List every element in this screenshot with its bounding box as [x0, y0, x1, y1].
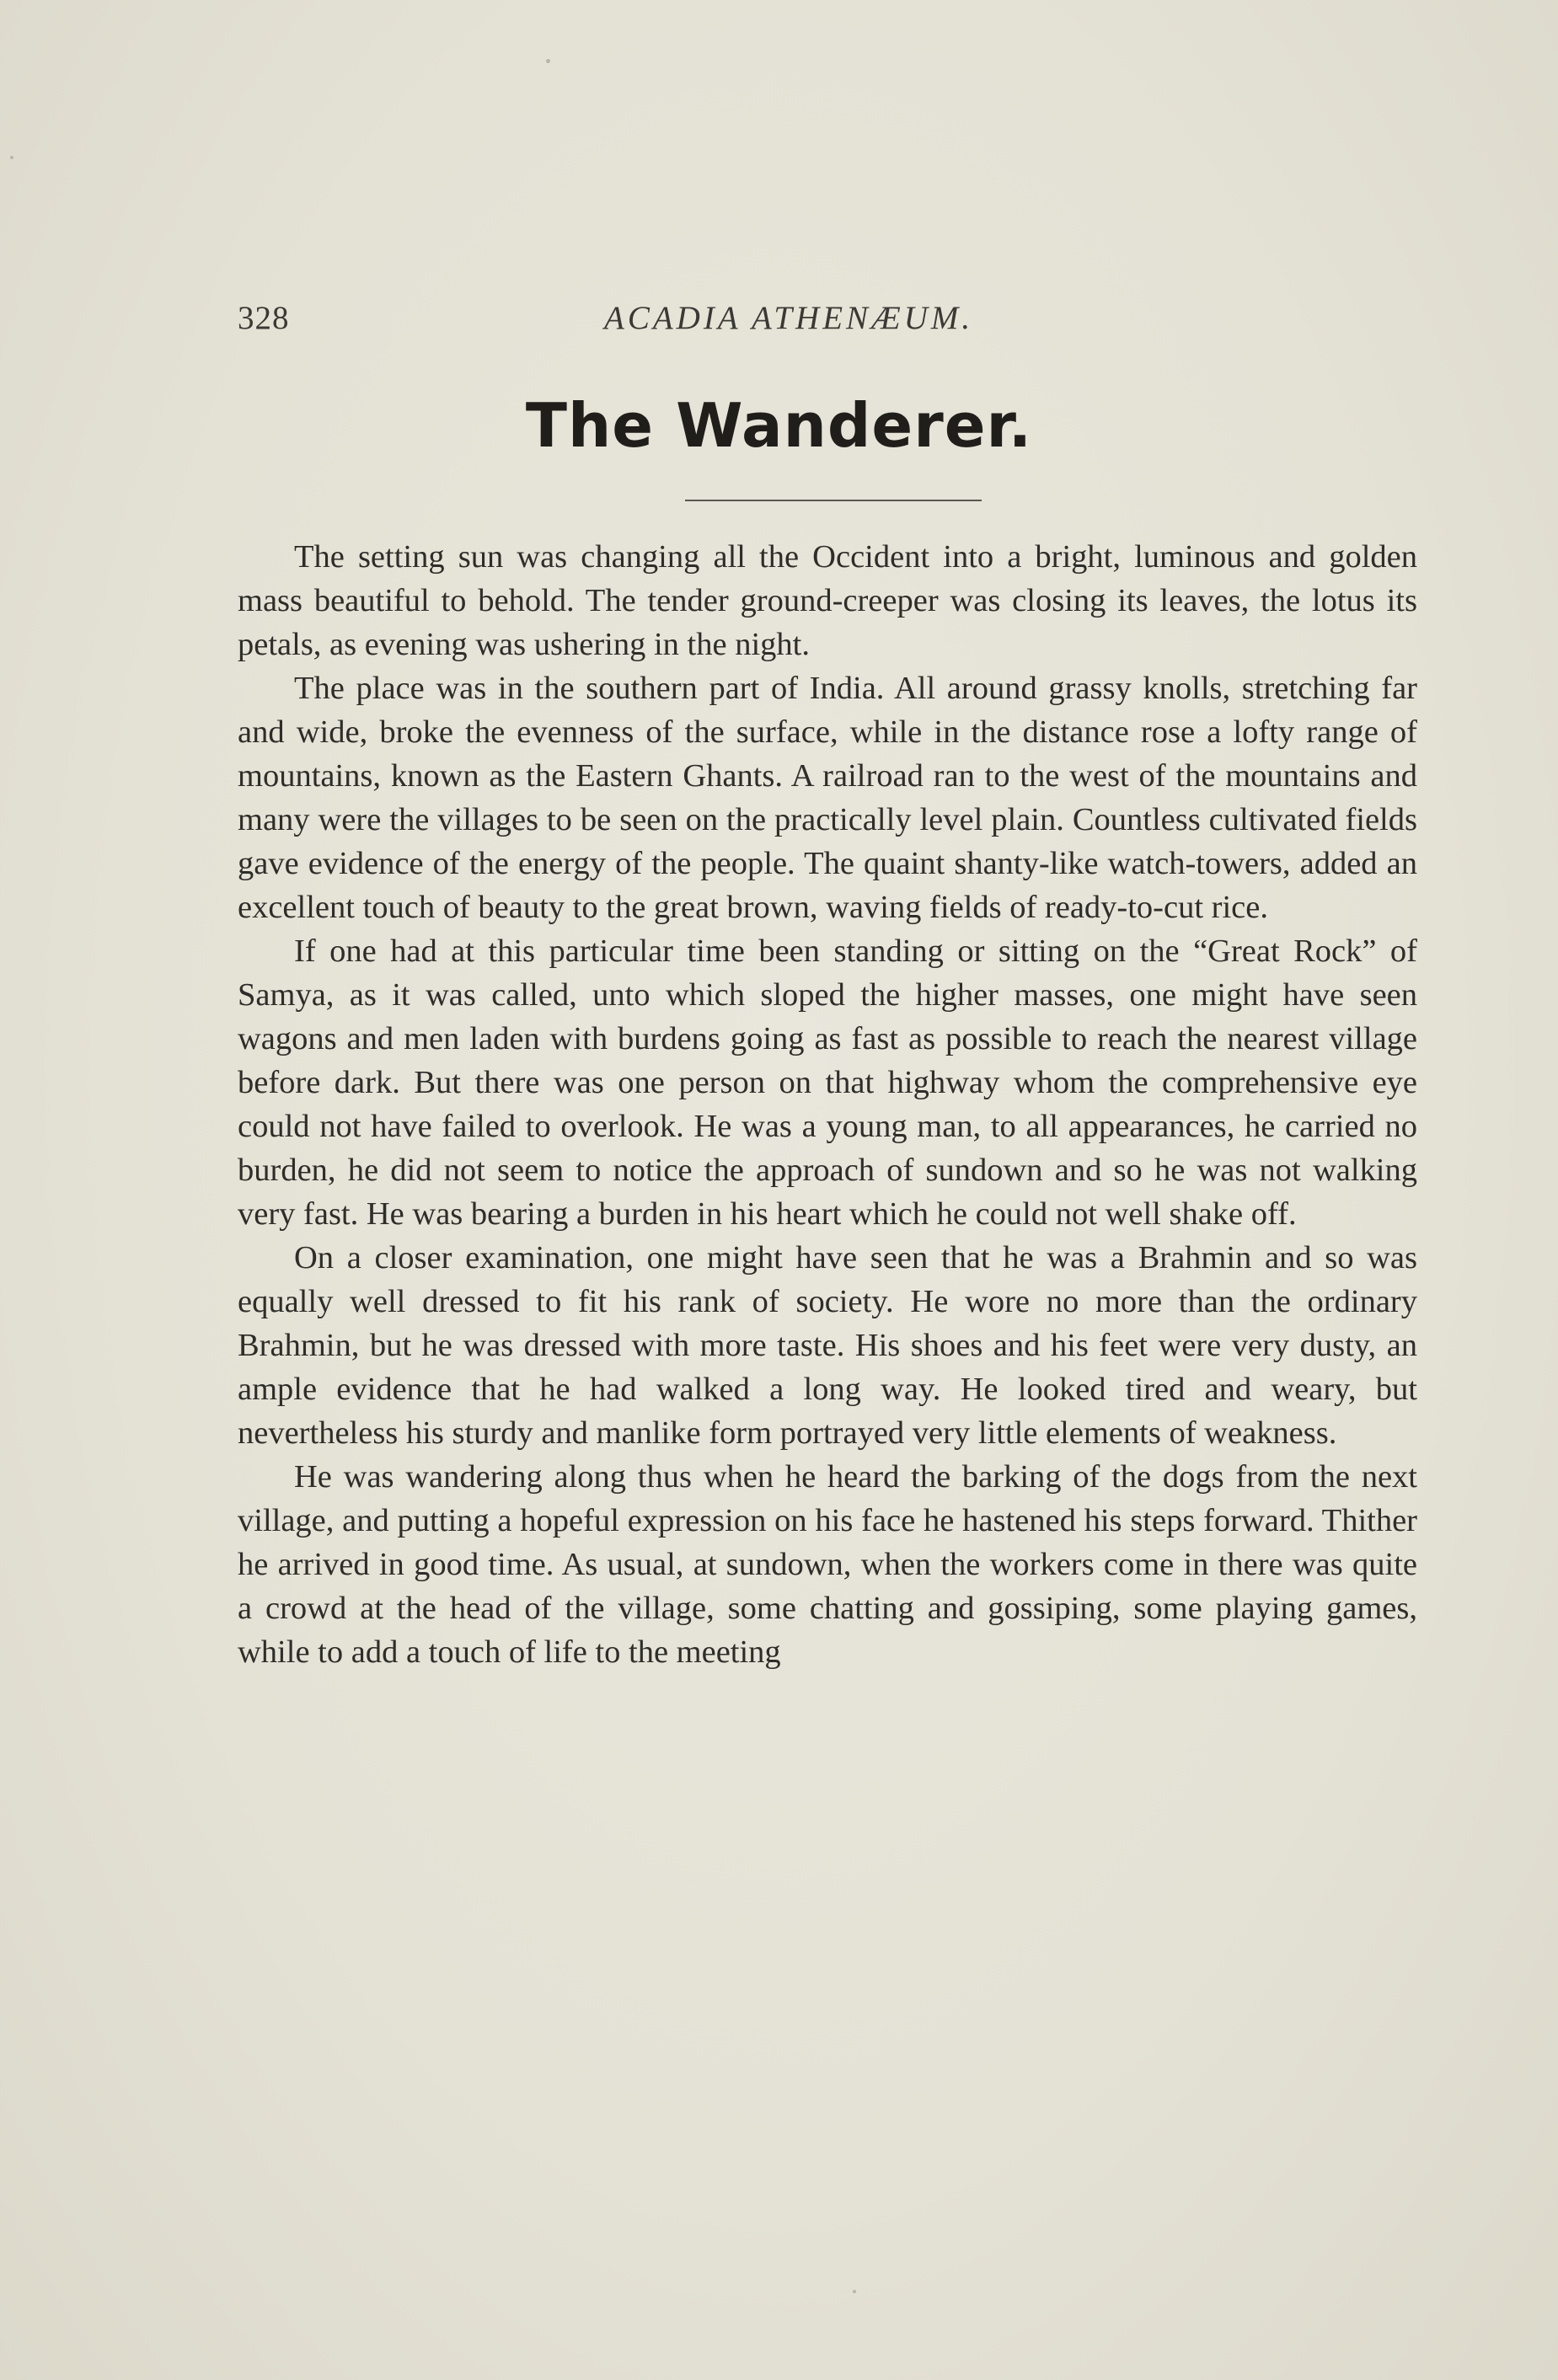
paragraph: The place was in the southern part of India. All around grassy knolls, stretching far and wide, broke the evenness of the surface, while in the distance rose a lofty range of mountains, known as the Eastern Ghants. A railroad ran to the west of the mountains and many were the villages to be seen on the practically level plain. Countless cultivated fields gave evidence of the energy of the people. The quaint shanty-like watch-towers, added an excellent touch of beauty to the great brown, waving fields of ready-to-cut rice.: [238, 671, 1417, 925]
article-body: [238, 535, 1417, 1674]
paper-speck: [546, 59, 550, 63]
paragraph: If one had at this particular time been standing or sitting on the “Great Rock” of Samya, as it was called, unto which sloped the higher masses, one might have seen wagons and men laden with burdens going as fast as possible to reach the nearest village before dark. But there was one person on that highway whom the comprehensive eye could not have failed to overlook. He was a young man, to all appearances, he carried no burden, he did not seem to notice the approach of sundown and so he was not walking very fast. He was bearing a burden in his heart which he could not well shake off.: [238, 933, 1417, 1232]
journal-name: ACADIA ATHENÆUM.: [604, 300, 974, 336]
paragraph: On a closer examination, one might have seen that he was a Brahmin and so was equally well dressed to fit his rank of society. He wore no more than the ordinary Brahmin, but he was dressed with more taste. His shoes and his feet were very dusty, an ample evidence that he had walked a long way. He looked tired and weary, but nevertheless his sturdy and manlike form portrayed very little elements of weakness.: [238, 1240, 1417, 1451]
page-number: 328: [238, 300, 290, 336]
paragraph: The setting sun was changing all the Occident into a bright, luminous and golden mass beautiful to behold. The tender ground-creeper was closing its leaves, the lotus its petals, as evening was ushering in the night.: [238, 539, 1417, 662]
title-rule: [685, 500, 982, 501]
running-head: [238, 299, 1080, 341]
paper-speck: [10, 156, 13, 159]
paragraph: He was wandering along thus when he heard the barking of the dogs from the next village, and putting a hopeful expression on his face he hastened his steps forward. Thither he arrived in good time. As usual, at sundown, when the workers come in there was quite a crowd at the head of the village, some chatting and gossiping, some playing games, while to add a touch of life to the meeting: [238, 1459, 1417, 1670]
article-title: The Wanderer.: [525, 390, 1033, 461]
paper-speck: [853, 2290, 856, 2293]
